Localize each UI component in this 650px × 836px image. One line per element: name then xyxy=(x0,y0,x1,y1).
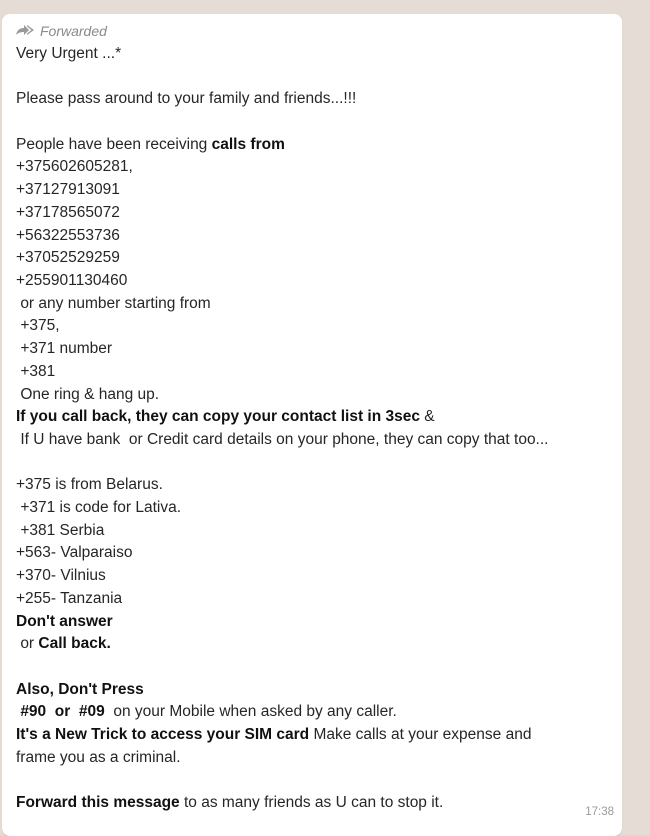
message-bubble[interactable] xyxy=(2,14,622,836)
text-segment: +563- Valparaiso xyxy=(16,544,133,562)
text-segment: or any number starting from xyxy=(16,294,211,312)
text-segment: +381 Serbia xyxy=(16,521,105,539)
bold-text-segment: calls from xyxy=(211,135,285,153)
text-segment: +370- Vilnius xyxy=(16,567,106,585)
message-line xyxy=(16,406,608,429)
bold-text-segment: Also, Don't Press xyxy=(16,680,144,698)
forward-arrow-icon xyxy=(15,23,35,39)
text-segment: +255901130460 xyxy=(16,272,128,289)
message-line xyxy=(16,293,608,316)
message-line xyxy=(16,270,608,293)
text-segment: +37052529259 xyxy=(16,249,120,267)
message-line xyxy=(16,520,608,543)
message-line xyxy=(16,701,608,724)
text-segment: +371 number xyxy=(16,340,113,358)
message-line xyxy=(16,611,608,634)
text-segment: +375, xyxy=(16,317,60,335)
text-segment: +37127913091 xyxy=(16,181,120,199)
message-line xyxy=(16,633,608,656)
forwarded-indicator xyxy=(15,22,608,40)
text-segment: +255- Tanzania xyxy=(16,589,123,607)
text-segment: +375 is from Belarus. xyxy=(16,476,163,494)
message-line xyxy=(16,792,608,815)
message-line xyxy=(16,202,608,225)
message-line xyxy=(16,679,608,702)
message-line xyxy=(16,247,608,270)
message-line xyxy=(16,497,608,520)
bold-text-segment: Call back. xyxy=(38,635,111,653)
message-text xyxy=(16,43,608,815)
text-segment: +371 is code for Lativa. xyxy=(16,499,182,517)
message-line xyxy=(16,315,608,338)
message-timestamp: 17:38 xyxy=(585,806,614,818)
bold-text-segment: Don't answer xyxy=(16,612,113,630)
bold-text-segment: Forward this message xyxy=(16,794,180,812)
bold-text-segment: It's a New Trick to access your SIM card xyxy=(16,726,310,744)
text-segment: Very Urgent ...* xyxy=(16,45,122,62)
message-line xyxy=(16,656,608,679)
text-segment: frame you as a criminal. xyxy=(16,748,181,766)
text-segment: People have been receiving xyxy=(16,135,212,153)
message-line xyxy=(16,565,608,588)
message-line xyxy=(16,179,608,202)
text-segment: to as many friends as U can to stop it. xyxy=(179,794,444,812)
bold-text-segment: If you call back, they can copy your contact list in 3sec xyxy=(16,408,420,426)
text-segment: If U have bank or Credit card details on your phone, they can copy that too... xyxy=(16,430,549,448)
message-line xyxy=(16,338,608,361)
message-line xyxy=(16,66,608,89)
text-segment: +375602605281, xyxy=(16,158,133,176)
text-segment: on your Mobile when asked by any caller. xyxy=(104,703,397,721)
message-line xyxy=(16,588,608,611)
text-segment: +56322553736 xyxy=(16,226,120,244)
message-line xyxy=(16,769,608,792)
message-line xyxy=(16,88,608,111)
message-line xyxy=(16,361,608,384)
message-line xyxy=(16,452,608,475)
message-line xyxy=(16,384,608,407)
forwarded-label: Forwarded xyxy=(40,23,107,39)
message-line xyxy=(16,134,608,157)
message-line xyxy=(16,225,608,248)
text-segment: One ring & hang up. xyxy=(16,385,160,403)
message-line xyxy=(16,747,608,770)
message-line xyxy=(16,111,608,134)
message-line xyxy=(16,542,608,565)
text-segment: +381 xyxy=(16,362,56,380)
text-segment: Please pass around to your family and friends...!!! xyxy=(16,90,357,108)
text-segment: Make calls at your expense and xyxy=(309,726,532,744)
bold-text-segment: #90 or #09 xyxy=(16,703,105,721)
message-line xyxy=(16,43,608,66)
text-segment: or xyxy=(16,635,39,653)
message-line xyxy=(16,474,608,497)
message-line xyxy=(16,429,608,452)
message-line xyxy=(16,724,608,747)
text-segment: & xyxy=(420,408,435,426)
text-segment: +37178565072 xyxy=(16,203,120,221)
message-line xyxy=(16,156,608,179)
